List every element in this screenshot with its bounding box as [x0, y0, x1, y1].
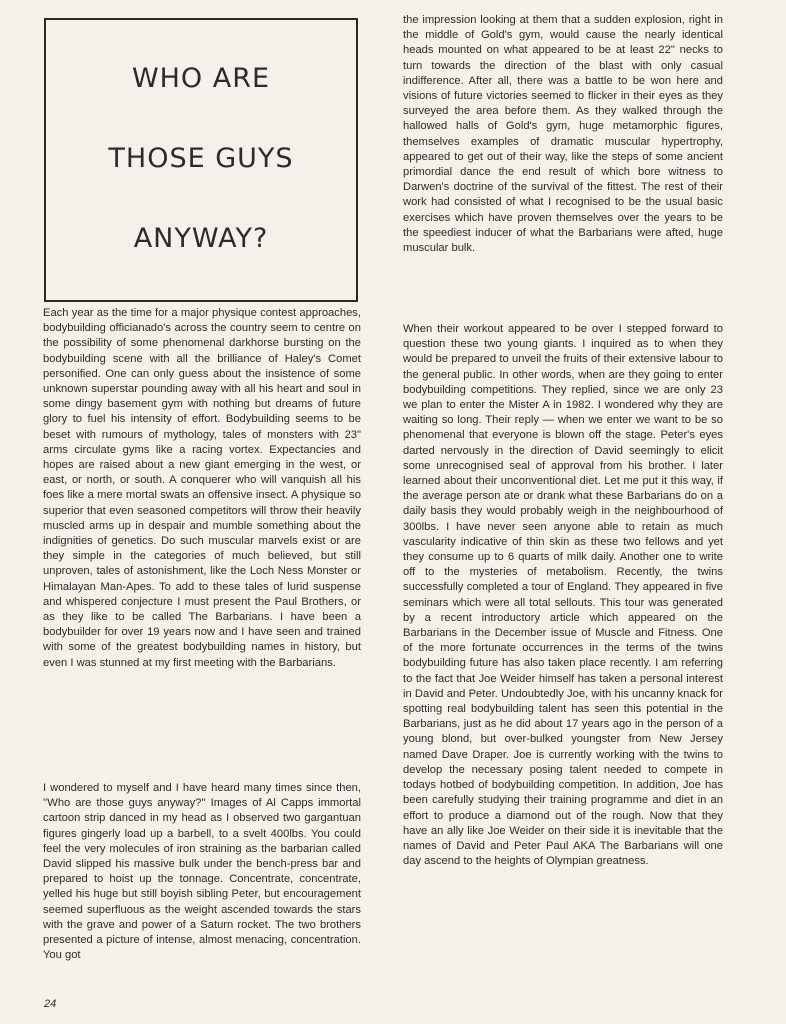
body-paragraph: Each year as the time for a major physique contest approaches, bodybuilding officianado's across the country seem to centre on the possibility of some phenomenal darkhorse bursting on the bodybuilding scene with all the brilliance of Haley's Comet personified. One can only guess about the insistence of some unknown superstar pounding away with all his heart and soul in some dingy basement gym with nothing but dreams of future glory to fuel his intensity of effort. Bodybuilding seems to be beset with rumours of mythology, tales of monsters with 23" arms circulate gyms like a racing vortex. Expectancies and hopes are raised about a new giant emerging in the west, or east, or north, or south. A conquerer who will vanquish all his foes like a mere mortal swats an offensive insect. A physique so superior that even seasoned competitors will throw their heavily muscled arms up in despair and mumble something about the indignities of genetics. Do such muscular marvels exist or are they simple in the categories of much believed, but still unproven, tales of astonishment, like the Loch Ness Monster or Himalayan Man-Apes. To add to these tales of lurid suspense and whispered conjecture I must present the Paul Brothers, or as they like to be called The Barbarians. I have been a bodybuilder for over 19 years now and I have seen and trained with some of the greatest bodybuilding names in history, but even I was stunned at my first meeting with the Barbarians. [43, 307, 361, 669]
body-paragraph: the impression looking at them that a sudden explosion, right in the middle of Gold's gym, would cause the nearly identical heads mounted on what appeared to be at least 22" necks to turn towards the direction of the blast with only casual indifference. After all, there was a battle to be won here and visions of future victories seemed to flicker in their eyes as they surveyed the area before them. As they walked through the hallowed halls of Gold's gym, huge metamorphic figures, themselves examples of dramatic muscular hypertrophy, appeared to get out of their way, like the steps of some ancient primordial dance the end result of which bore witness to Darwen's doctrine of the survival of the fittest. The rest of their work had consisted of what I recognised to be the usual basic exercises which have proven themselves over the years to be the speediest inducer of what the Barbarians were afted, huge muscular bulk. [403, 14, 723, 255]
right-column-lower [403, 322, 723, 869]
title-box [44, 18, 358, 302]
right-column-upper [403, 13, 723, 256]
page-number: 24 [44, 998, 57, 1010]
body-paragraph: I wondered to myself and I have heard many times since then, ''Who are those guys anyway?'' Images of Al Capps immortal cartoon strip danced in my head as I observed two gargantuan figures gingerly load up a barbell, to a svelt 400lbs. You could feel the very molecules of iron straining as the barbarian called David slipped his massive bulk under the bench-press bar and prepared to hoist up the tonnage. Concentrate, concentrate, yelled his huge but still boyish sibling Peter, but encouragement seemed superfluous as the weight ascended towards the stars with the grave and power of a Saturn rocket. The two brothers presented a picture of intense, almost menacing, concentration. You got [43, 782, 361, 962]
left-column-lower [43, 781, 361, 963]
body-paragraph: When their workout appeared to be over I stepped forward to question these two young giants. I inquired as to when they would be prepared to unveil the fruits of their extensive labour to the general public. In other words, when are they going to enter bodybuilding competitions. They replied, since we are only 23 we plan to enter the Mister A in 1982. I wondered why they are waiting so long. Their reply — when we enter we want to be so phenomenal that everyone is blown off the stage. Peter's eyes darted nervously in the direction of David seemingly to elicit some unrecognised seal of approval from his brother. I later learned about their unconventional diet. Let me put it this way, if the average person ate or drank what these Barbarians do on a daily basis they would probably weigh in the neighbourhood of 300lbs. I have never seen anyone able to retain as much vascularity indicative of thin skin as these two fellows and yet they consume up to 6 quarts of milk daily. Another one to write off to the mysteries of metabolism. Recently, the twins successfully completed a tour of England. They appeared in five seminars which were all total sellouts. This tour was generated by a recent introductory article which appeared on the Barbarians in the December issue of Muscle and Fitness. One of the more fortunate occurrences in the terms of the twins bodybuilding future has also taken place recently. I am referring to the fact that Joe Weider himself has taken a personal interest in David and Peter. Undoubtedly Joe, with his uncanny knack for spotting real bodybuilding talent has seen this potential in the Barbarians, just as he did about 17 years ago in the person of a young blond, but over-bulked youngster from New Jersey named Dave Draper. Joe is currently working with the twins to develop the necessary posing talent needed to compete in todays hotbed of bodybuilding competition. In addition, Joe has been carefully studying their training programme and diet in an effort to produce a diamond out of the rough. Now that they have an ally like Joe Weider on their side it is inevitable that the names of David and Peter Paul AKA The Barbarians will one day ascend to the heights of Olympian greatness. [403, 323, 723, 868]
headline-line-2: THOSE GUYS [108, 142, 294, 174]
headline-line-3: ANYWAY? [133, 222, 269, 254]
left-column-upper [43, 306, 361, 671]
headline-line-1: WHO ARE [131, 62, 271, 94]
